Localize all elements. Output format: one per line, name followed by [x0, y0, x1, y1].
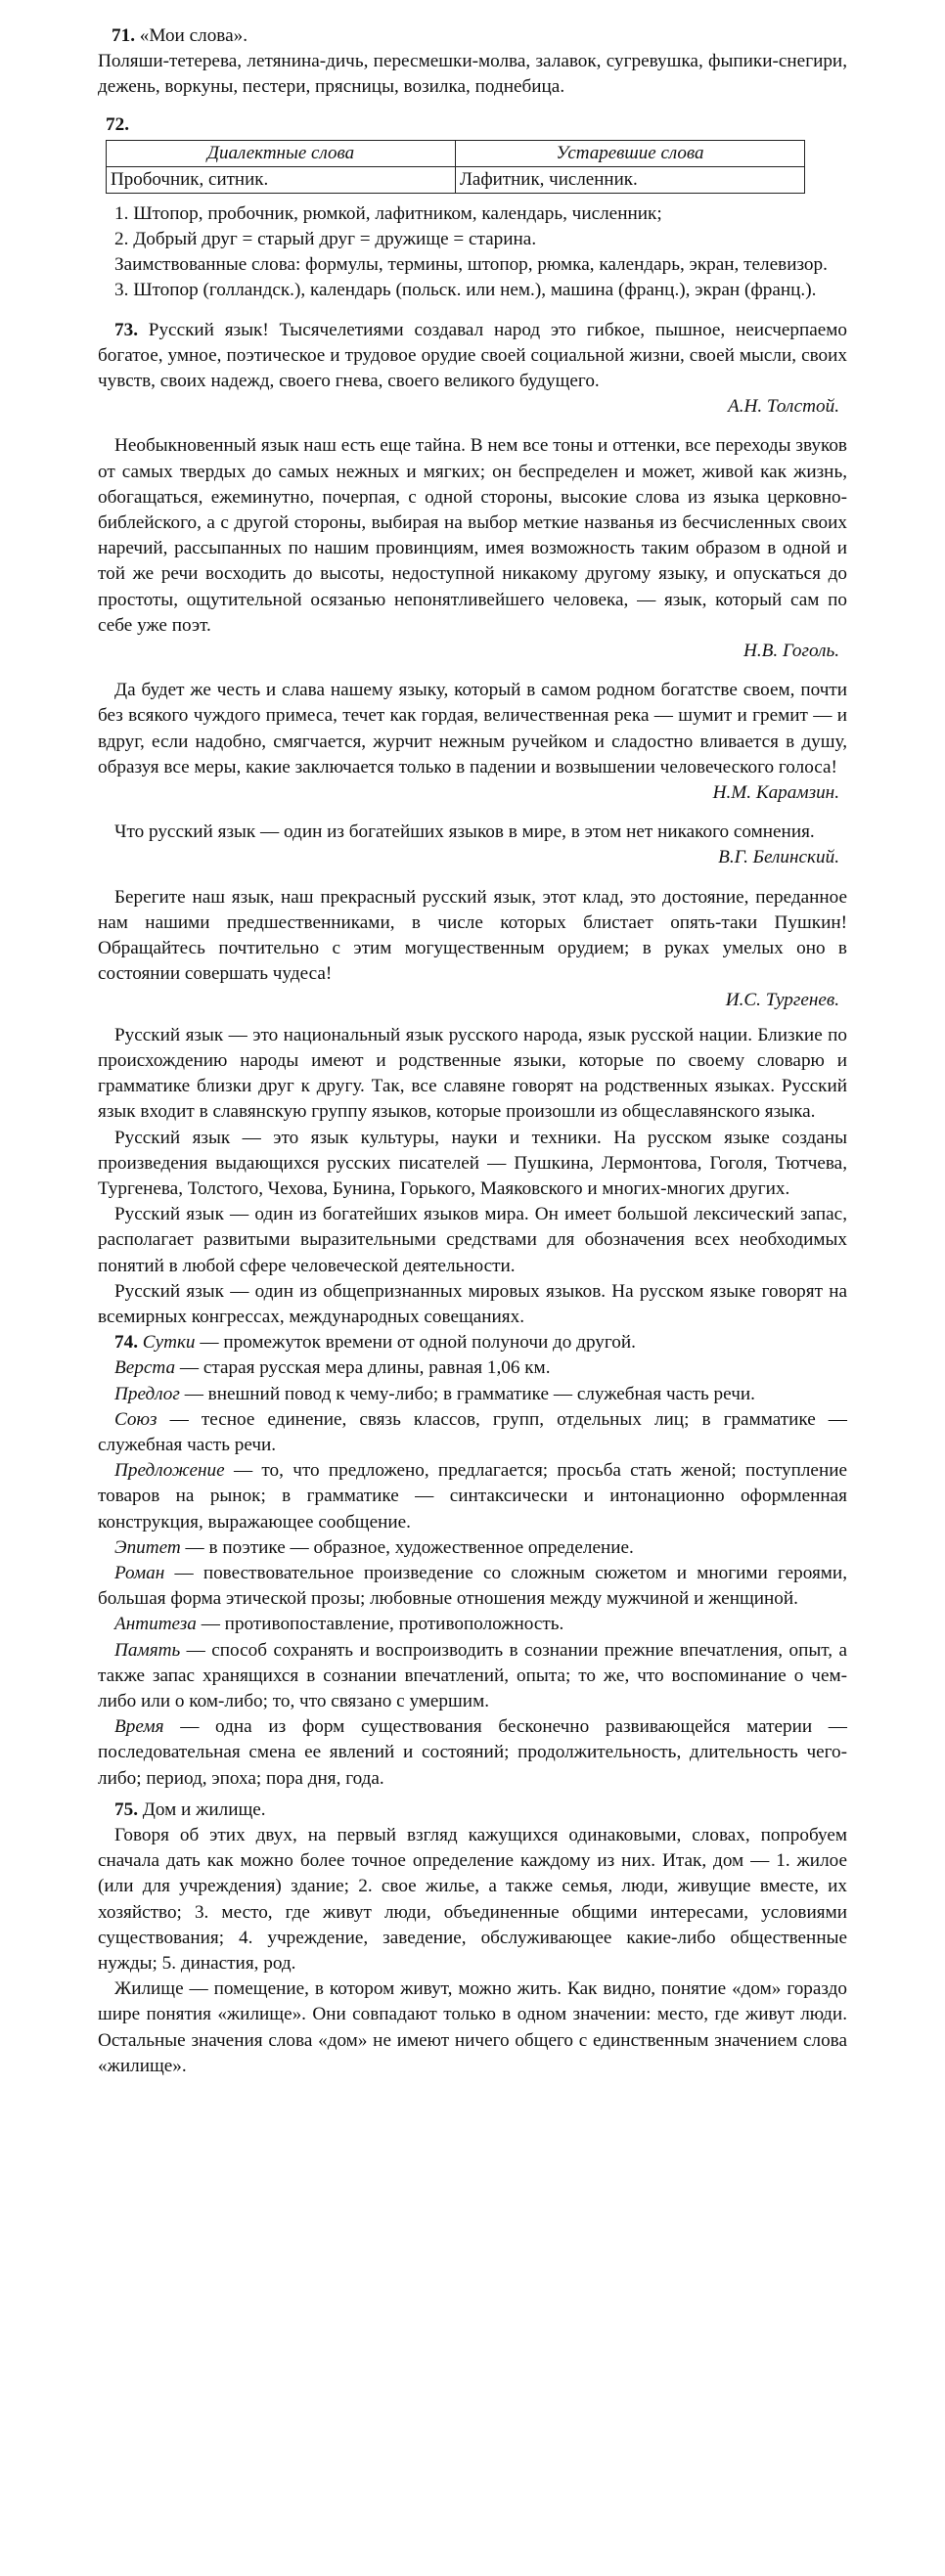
quote-author: И.С. Тургенев. [725, 989, 839, 1010]
quote-karamzin: Да будет же честь и слава нашему языку, который в самом родном богатстве своем, почти без всякого чуждого примеса, течет как гордая, величественная река — шумит и гремит — и вдруг, если надобно, смягчается, журчит нежным ручейком и сладостно вливается в душу, образуя все меры, какие заключается только в падении и возвышении человеческого голоса! [98, 680, 847, 777]
definition-item [98, 1382, 847, 1407]
definition-text: — одна из форм существования бесконечно развивающейся материи — последовательная смена ее явлений и состояний; продолжительность, длительность чего-либо; период, эпоха; пора дня, года. [98, 1716, 847, 1789]
exercise-72-item: 3. Штопор (голландск.), календарь (польск. или нем.), машина (франц.), экран (франц.). [114, 280, 817, 301]
exercise-number: 74. [114, 1332, 138, 1354]
table-header-dialect: Диалектные слова [107, 140, 456, 166]
definition-text: — тесное единение, связь классов, групп, отдельных лиц; в грамматике — служебная часть речи. [98, 1408, 847, 1455]
definition-item [98, 1407, 847, 1458]
quote-tolstoy [98, 318, 847, 395]
definition-text: — повествовательное произведение со сложным сюжетом и многими героями, большая форма этической прозы; любовные отношения между мужчиной и женщиной. [98, 1562, 847, 1610]
definition-item [98, 1638, 847, 1715]
essay-paragraph: Русский язык — это национальный язык русского народа, язык русской нации. Близкие по происхождению народы имеют и родственные языки, которые по своему словарю и грамматике близки друг к другу. Так, все славяне говорят на родственных языках. Русский язык входит в славянскую группу языков, которые произошли из общеславянского языка. [98, 1024, 847, 1123]
definition-term: Предложение [114, 1460, 225, 1482]
definition-item [98, 1535, 847, 1561]
quote-author: Н.В. Гоголь. [743, 641, 839, 662]
exercise-75-heading [98, 1798, 847, 1823]
definition-term: Верста [114, 1357, 176, 1379]
exercise-72-heading [106, 112, 847, 138]
definition-term: Антитеза [114, 1614, 197, 1635]
table-cell-dialect: Пробочник, ситник. [107, 166, 456, 193]
table-header-obsolete: Устаревшие слова [456, 140, 805, 166]
exercise-number: 73. [114, 319, 138, 340]
definition-term: Время [114, 1716, 164, 1738]
definition-term: Союз [114, 1408, 158, 1430]
exercise-number: 75. [114, 1799, 138, 1820]
quote-author: А.Н. Толстой. [727, 396, 839, 418]
essay-paragraph: Говоря об этих двух, на первый взгляд кажущихся одинаковыми, словах, попробуем сначала дать как можно более точное определение каждому из них. Итак, дом — 1. жилое (или для учреждения) здание; 2. свое жилье, а также семья, люди, живущие вместе, их хозяйство; 3. место, где живут люди, объединенные общими интересами, условиями существования; 4. учреждение, заведение, обслуживающее какие-либо общественные нужды; 5. династия, род. [98, 1825, 847, 1975]
exercise-72-item: 1. Штопор, пробочник, рюмкой, лафитником, календарь, численник; [114, 202, 662, 224]
definition-term: Предлог [114, 1383, 180, 1404]
exercise-title: «Мои слова». [139, 25, 248, 46]
definition-text: — старая русская мера длины, равная 1,06 км. [175, 1357, 551, 1379]
essay-paragraph: Русский язык — один из общепризнанных мировых языков. На русском языке говорят на всемирных конгрессах, международных совещаниях. [98, 1280, 847, 1327]
definition-item [98, 1714, 847, 1792]
exercise-number: 72. [106, 113, 129, 135]
definition-text: — противопоставление, противоположность. [196, 1614, 564, 1635]
quote-gogol: Необыкновенный язык наш есть еще тайна. В нем все тоны и оттенки, все переходы звуков от самых твердых до самых нежных и мягких; он беспределен и может, живой как жизнь, обогащаться, ежеминутно, почерпая, с одной стороны, высокие слова из языка церковно-библейского, а с другой стороны, выбирая на выбор меткие названья из бесчисленных своих наречий, рассыпанных по нашим провинциям, имея возможность таким образом в одной и той же речи восходить до высоты, недоступной никакому другому языку, и опускаться до простоты, ощутительной осязанью непонятливейшего человека, — язык, который сам по себе уже поэт. [98, 435, 847, 636]
definition-sutki [98, 1330, 847, 1355]
quote-author: В.Г. Белинский. [718, 847, 839, 868]
definition-item [98, 1612, 847, 1637]
definition-item [98, 1561, 847, 1612]
table-cell-obsolete: Лафитник, численник. [456, 166, 805, 193]
exercise-71-text: Поляши-тетерева, летянина-дичь, пересмешки-молва, залавок, сугревушка, фыпики-снегири, дежень, воркуны, пестери, прясницы, возилка, поднебица. [98, 51, 847, 98]
quote-belinsky: Что русский язык — один из богатейших языков в мире, в этом нет никакого сомнения. [114, 822, 815, 843]
definition-term: Роман [114, 1562, 165, 1583]
essay-paragraph: Русский язык — один из богатейших языков мира. Он имеет большой лексический запас, располагает развитыми выразительными средствами для обозначения всех необходимых понятий в любой сфере человеческой деятельности. [98, 1204, 847, 1276]
definition-text: — внешний повод к чему-либо; в грамматике — служебная часть речи. [179, 1383, 755, 1404]
exercise-71-heading [98, 23, 847, 49]
definition-text: — способ сохранять и воспроизводить в сознании прежние впечатления, опыт, а также запас хранящихся в сознании впечатлений, опыта; то же, что воспоминание о чем-либо или о ком-либо; то, что связано с умершим. [98, 1639, 847, 1711]
dialect-words-table [106, 140, 805, 194]
definition-text: — то, что предложено, предлагается; просьба стать женой; поступление товаров на рынок; в грамматике — синтаксически и интонационно оформленная конструкция, выражающее сообщение. [98, 1460, 847, 1532]
table-header-row [107, 140, 805, 166]
definition-item [98, 1355, 847, 1381]
exercise-title: Дом и жилище. [142, 1799, 266, 1820]
exercise-72-item: 2. Добрый друг = старый друг = дружище = старина. [114, 229, 537, 250]
quote-author: Н.М. Карамзин. [712, 782, 839, 804]
exercise-number: 71. [112, 25, 135, 46]
definition-text: — в поэтике — образное, художественное определение. [180, 1536, 634, 1558]
definition-text: — промежуток времени от одной полуночи до другой. [195, 1332, 636, 1354]
essay-paragraph: Жилище — помещение, в котором живут, можно жить. Как видно, понятие «дом» гораздо шире понятия «жилище». Они совпадают только в одном значении: место, где живут люди. Остальные значения слова «дом» не имеют ничего общего с единственным значением слова «жилище». [98, 1978, 847, 2076]
table-row [107, 166, 805, 193]
quote-turgenev: Берегите наш язык, наш прекрасный русский язык, этот клад, это достояние, переданное нам нашими предшественниками, в числе которых блистает опять-таки Пушкин! Обращайтесь почтительно с этим могущественным орудием; в руках умелых оно в состоянии совершать чудеса! [98, 886, 847, 985]
definition-term: Эпитет [114, 1536, 181, 1558]
essay-paragraph: Русский язык — это язык культуры, науки и техники. На русском языке созданы произведения выдающихся русских писателей — Пушкина, Лермонтова, Гоголя, Тютчева, Тургенева, Толстого, Чехова, Бунина, Горького, Маяковского и многих-многих других. [98, 1127, 847, 1199]
definition-term: Сутки [142, 1332, 196, 1354]
quote-text: Русский язык! Тысячелетиями создавал народ это гибкое, пышное, неисчерпаемо богатое, умное, поэтическое и трудовое орудие своей социальной жизни, своей мысли, своих чувств, своих надежд, своего гнева, своего великого будущего. [98, 319, 847, 392]
definition-term: Память [114, 1639, 181, 1661]
exercise-72-item: Заимствованные слова: формулы, термины, штопор, рюмка, календарь, экран, телевизор. [114, 254, 828, 276]
definition-item [98, 1458, 847, 1535]
